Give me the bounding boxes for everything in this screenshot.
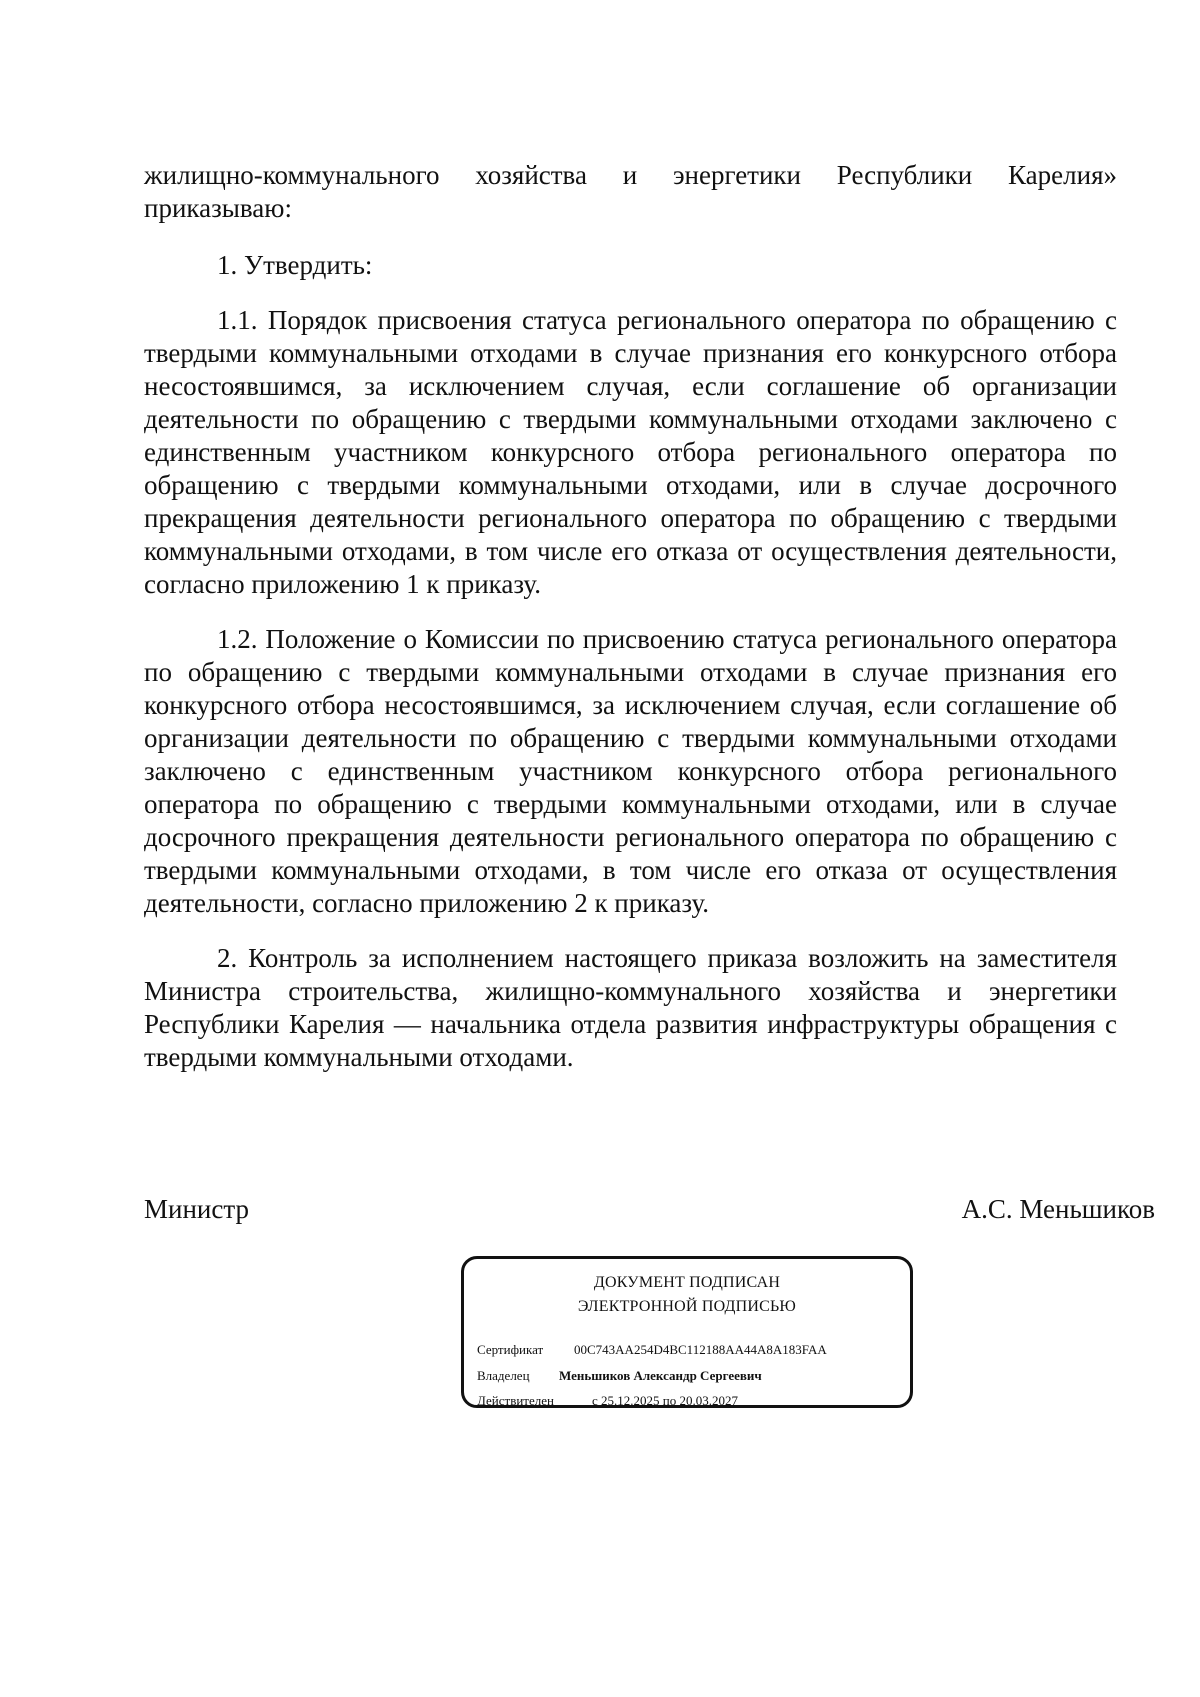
certificate-value: 00C743AA254D4BC112188AA44A8A183FAA bbox=[574, 1342, 827, 1357]
item-1-2: 1.2. Положение о Комиссии по присвоению статуса регионального оператора по обращению с твердыми коммунальными отходами в случае признания его конкурсного отбора несостоявшимся, за исключением случая, если соглашение об организации деятельности по обращению с твердыми коммунальными отходами заключено с единственным участником конкурсного отбора регионального оператора по обращению с твердыми коммунальными отходами, или в случае досрочного прекращения деятельности регионального оператора по обращению с твердыми коммунальными отходами, в том числе его отказа от осуществления деятельности, согласно приложению 2 к приказу. bbox=[144, 624, 1117, 918]
stamp-owner-row bbox=[477, 1368, 762, 1384]
signer-position: Министр bbox=[144, 1194, 249, 1224]
owner-value: Меньшиков Александр Сергеевич bbox=[559, 1368, 762, 1383]
stamp-certificate-row bbox=[477, 1342, 827, 1358]
document-body bbox=[144, 159, 1117, 1096]
validity-value: с 25.12.2025 по 20.03.2027 bbox=[592, 1393, 738, 1408]
signer-name: А.С. Меньшиков bbox=[961, 1194, 1155, 1224]
item-1-1: 1.1. Порядок присвоения статуса регионального оператора по обращению с твердыми коммунальными отходами в случае признания его конкурсного отбора несостоявшимся, за исключением случая, если соглашение об организации деятельности по обращению с твердыми коммунальными отходами заключено с единственным участником конкурсного отбора регионального оператора по обращению с твердыми коммунальными отходами, или в случае досрочного прекращения деятельности регионального оператора по обращению с твердыми коммунальными отходами, в том числе его отказа от осуществления деятельности, согласно приложению 1 к приказу. bbox=[144, 305, 1117, 599]
validity-label: Действителен bbox=[477, 1393, 554, 1408]
stamp-title bbox=[464, 1271, 910, 1319]
signature-block bbox=[144, 1193, 1155, 1226]
owner-label: Владелец bbox=[477, 1368, 530, 1383]
stamp-validity-row bbox=[477, 1393, 738, 1409]
stamp-title-line1: ДОКУМЕНТ ПОДПИСАН bbox=[593, 1274, 781, 1291]
intro-paragraph: жилищно-коммунального хозяйства и энергетики Республики Карелия» приказываю: bbox=[144, 160, 1117, 223]
item-1: 1. Утвердить: bbox=[217, 250, 373, 280]
electronic-signature-stamp bbox=[461, 1256, 913, 1408]
certificate-label: Сертификат bbox=[477, 1342, 544, 1357]
item-2: 2. Контроль за исполнением настоящего приказа возложить на заместителя Министра строительства, жилищно-коммунального хозяйства и энергетики Республики Карелия — начальника отдела развития инфраструктуры обращения с твердыми коммунальными отходами. bbox=[144, 943, 1117, 1072]
stamp-title-line2: ЭЛЕКТРОННОЙ ПОДПИСЬЮ bbox=[577, 1298, 797, 1315]
